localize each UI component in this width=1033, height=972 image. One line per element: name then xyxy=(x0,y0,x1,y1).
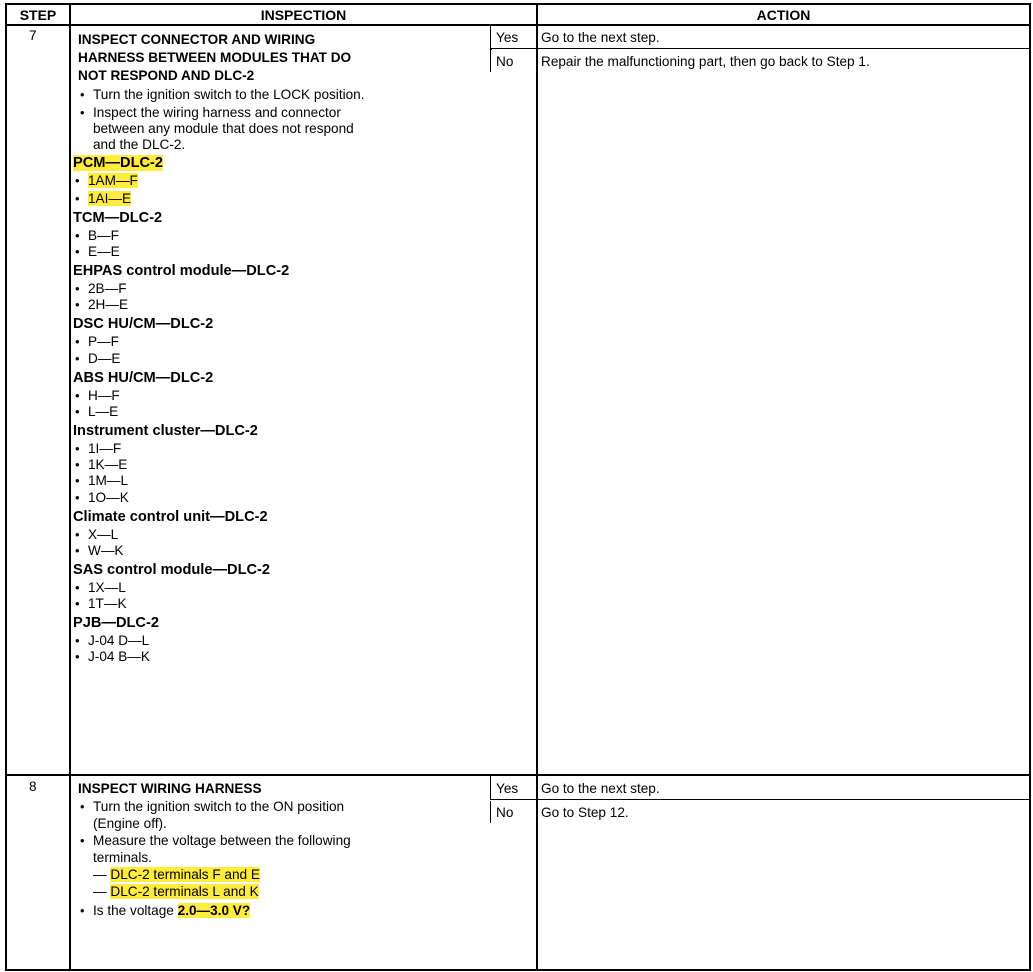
terminal-pair: • 1AM—F xyxy=(73,172,138,190)
answer-yes-label: Yes xyxy=(496,30,519,45)
instruction-item: • Inspect the wiring harness and connector xyxy=(78,104,341,122)
terminal-pair: • P—F xyxy=(73,333,119,351)
answer-column-divider xyxy=(490,50,491,72)
terminal-pair: • 1O—K xyxy=(73,489,129,507)
step-title: NOT RESPOND AND DLC-2 xyxy=(78,68,255,83)
answer-yes-action: Go to the next step. xyxy=(541,30,660,45)
terminal-pair: • W—K xyxy=(73,542,124,560)
header-divider xyxy=(5,24,1031,26)
table-border-left xyxy=(5,3,7,971)
step-divider xyxy=(5,774,1031,776)
connector-group-title: PCM—DLC-2 xyxy=(73,155,163,171)
terminal-pair: • H—F xyxy=(73,387,120,405)
answer-row-divider xyxy=(490,799,538,800)
answer-yes-action: Go to the next step. xyxy=(541,781,660,796)
terminal-pair: • B—F xyxy=(73,227,119,245)
instruction-item-continued: terminals. xyxy=(93,850,152,865)
instruction-item: • Turn the ignition switch to the ON position xyxy=(78,798,344,816)
terminal-pair: • L—E xyxy=(73,403,118,421)
connector-group-title: EHPAS control module—DLC-2 xyxy=(73,263,290,279)
terminal-pair: • 1M—L xyxy=(73,472,128,490)
step-column-divider xyxy=(69,3,71,971)
action-row-divider xyxy=(538,48,1029,49)
table-border-right xyxy=(1029,3,1031,971)
voltage-question: • Is the voltage 2.0—3.0 V? xyxy=(78,902,250,920)
connector-group-title: Climate control unit—DLC-2 xyxy=(73,509,268,525)
terminal-pair: • D—E xyxy=(73,350,120,368)
step-number: 8 xyxy=(29,779,37,794)
connector-group-title: ABS HU/CM—DLC-2 xyxy=(73,370,214,386)
measurement-terminals: — DLC-2 terminals F and E xyxy=(93,867,260,882)
answer-no-action: Go to Step 12. xyxy=(541,805,629,820)
header-action: ACTION xyxy=(756,7,811,23)
terminal-pair: • 1K—E xyxy=(73,456,127,474)
terminal-pair: • 1X—L xyxy=(73,579,126,597)
connector-group-title: PJB—DLC-2 xyxy=(73,615,159,631)
instruction-item-continued: (Engine off). xyxy=(93,816,167,831)
answer-column-divider xyxy=(490,801,491,823)
measurement-terminals: — DLC-2 terminals L and K xyxy=(93,884,259,899)
instruction-item-continued: and the DLC-2. xyxy=(93,137,186,152)
step-title: INSPECT WIRING HARNESS xyxy=(78,781,262,796)
table-border-bottom xyxy=(5,969,1031,971)
header-step: STEP xyxy=(19,7,57,23)
answer-column-divider xyxy=(490,25,491,49)
connector-group-title: TCM—DLC-2 xyxy=(73,210,163,226)
table-border-top xyxy=(5,3,1031,5)
connector-group-title: SAS control module—DLC-2 xyxy=(73,562,271,578)
answer-no-label: No xyxy=(496,805,514,820)
terminal-pair: • 2H—E xyxy=(73,296,128,314)
step-title: HARNESS BETWEEN MODULES THAT DO xyxy=(78,50,352,65)
answer-row-divider xyxy=(490,48,538,49)
instruction-item: • Turn the ignition switch to the LOCK position. xyxy=(78,86,365,104)
connector-group-title: Instrument cluster—DLC-2 xyxy=(73,423,258,439)
instruction-item-continued: between any module that does not respond xyxy=(93,121,354,136)
instruction-item: • Measure the voltage between the following xyxy=(78,832,351,850)
terminal-pair: • 1T—K xyxy=(73,595,127,613)
terminal-pair: • E—E xyxy=(73,243,120,261)
answer-column-divider xyxy=(490,776,491,800)
terminal-pair: • X—L xyxy=(73,526,118,544)
answer-no-label: No xyxy=(496,54,514,69)
connector-group-title: DSC HU/CM—DLC-2 xyxy=(73,316,214,332)
step-title: INSPECT CONNECTOR AND WIRING xyxy=(78,32,316,47)
header-inspection: INSPECTION xyxy=(260,7,347,23)
inspection-column-divider xyxy=(536,3,538,971)
terminal-pair: • J-04 B—K xyxy=(73,648,150,666)
terminal-pair: • 1I—F xyxy=(73,440,121,458)
action-row-divider xyxy=(538,799,1029,800)
terminal-pair: • 2B—F xyxy=(73,280,127,298)
terminal-pair: • J-04 D—L xyxy=(73,632,149,650)
step-number: 7 xyxy=(29,28,37,43)
answer-yes-label: Yes xyxy=(496,781,519,796)
answer-no-action: Repair the malfunctioning part, then go back to Step 1. xyxy=(541,54,870,69)
terminal-pair: • 1AI—E xyxy=(73,190,131,208)
